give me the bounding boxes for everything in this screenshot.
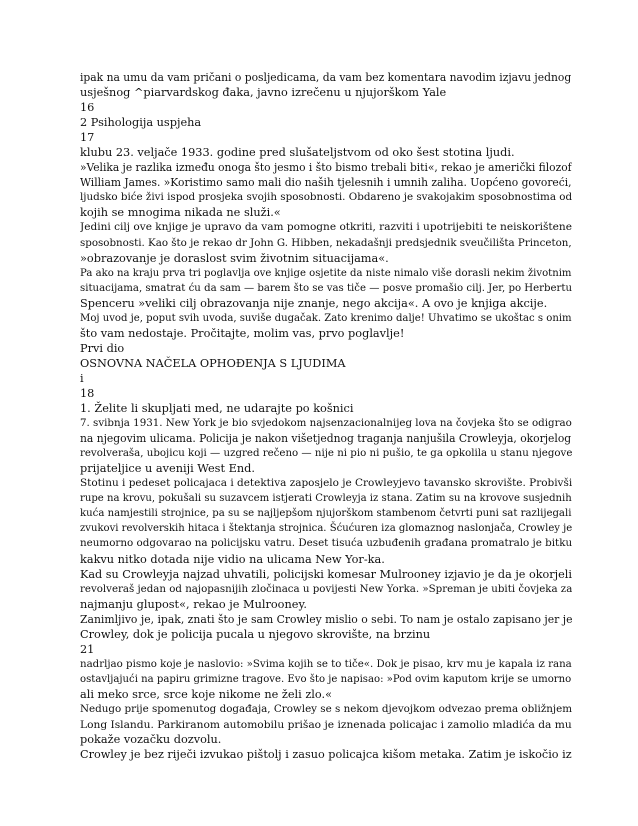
page-number: 17: [80, 131, 95, 145]
part-heading: Prvi dio: [80, 341, 125, 355]
section-title: OSNOVNA NAČELA OPHOĐENJA S LJUDIMA: [80, 356, 346, 370]
text-line: Kad su Crowleyja najzad uhvatili, policijski komesar Mulrooney izjavio je da je okorjeli: [80, 567, 572, 581]
text-line: usješnog ^piarvardskog đaka, javno izrečenu u njujorškom Yale: [80, 86, 447, 100]
text-line: što vam nedostaje. Pročitajte, molim vas, prvo poglavlje!: [80, 326, 405, 340]
text-line: nadrljao pismo koje je naslovio: »Svima kojih se to tiče«. Dok je pisao, krv mu je kapala iz rana: [80, 658, 572, 670]
text-line: Spenceru »veliki cilj obrazovanja nije znanje, nego akcija«. A ovo je knjiga akcije.: [80, 296, 548, 310]
running-header: 2 Psihologija uspjeha: [80, 116, 202, 130]
text-line: Moj uvod je, poput svih uvoda, suviše dugačak. Zato krenimo dalje! Uhvatimo se ukoštac s onim: [80, 312, 572, 324]
text-line: William James. »Koristimo samo mali dio naših tjelesnih i umnih zaliha. Uopćeno govoreći,: [80, 176, 572, 190]
text-line: revolveraša, ubojicu koji — uzgred rečeno — nije ni pio ni pušio, te ga opkolila u stanu njegove: [80, 448, 572, 460]
page-number: 16: [80, 101, 95, 115]
text-line: »obrazovanje je doraslost svim životnim situacijama«.: [80, 251, 389, 265]
document-page: [80, 70, 572, 762]
text-line: Crowley je bez riječi izvukao pištolj i zasuo policajca kišom metaka. Zatim je iskočio iz: [80, 748, 572, 762]
text-line: kakvu nitko dotada nije vidio na ulicama New Yor-ka.: [80, 552, 385, 566]
text-line: na njegovim ulicama. Policija je nakon višetjednog traganja nanjušila Crowleyja, okorjelog: [80, 432, 572, 446]
text-line: sposobnosti. Kao što je rekao dr John G. Hibben, nekadašnji predsjednik sveučilišta Princeton,: [80, 236, 572, 249]
text-line: ali meko srce, srce koje nikome ne želi zlo.«: [80, 687, 333, 701]
text-line: Pa ako na kraju prva tri poglavlja ove knjige osjetite da niste nimalo više dorasli nekim životnim: [80, 267, 572, 279]
text-line: i: [80, 371, 84, 385]
text-line: kojih se mnogima nikada ne služi.«: [80, 206, 281, 220]
text-line: ostavljajući na papiru grimizne tragove. Evo što je napisao: »Pod ovim kaputom krije se umorno: [80, 673, 572, 685]
text-line: kuća namjestili strojnice, pa su se najljepšom njujorškom stambenom četvrti puni sat razlijegali: [80, 508, 572, 520]
text-line: neumorno odgovarao na policijsku vatru. Deset tisuća uzbuđenih građana promatralo je bitku: [80, 537, 572, 550]
text-line: najmanju glupost«, rekao je Mulrooney.: [80, 597, 307, 611]
text-line: ljudsko biće živi ispod prosjeka svojih sposobnosti. Obdareno je svakojakim sposobnostima od: [80, 191, 572, 204]
text-line: Long Islandu. Parkiranom automobilu prišao je iznenada policajac i zamolio mladića da mu: [80, 718, 572, 732]
text-line: situacijama, smatrat ću da sam — barem što se vas tiče — posve promašio cilj. Jer, po Herbertu: [80, 282, 572, 294]
text-line: Crowley, dok je policija pucala u njegovo skrovište, na brzinu: [80, 627, 431, 641]
page-number: 18: [80, 386, 95, 400]
text-line: klubu 23. veljače 1933. godine pred slušateljstvom od oko šest stotina ljudi.: [80, 146, 515, 160]
text-line: Stotinu i pedeset policajaca i detektiva zaposjelo je Crowleyjevo tavansko skrovište. Probivši: [80, 477, 572, 490]
text-line: rupe na krovu, pokušali su suzavcem istjerati Crowleyja iz stana. Zatim su na krovove susjednih: [80, 493, 572, 505]
text-line: Jedini cilj ove knjige je upravo da vam pomogne otkriti, razviti i upotrijebiti te neiskorištene: [80, 221, 572, 234]
text-line: prijateljice u aveniji West End.: [80, 462, 255, 476]
text-line: ipak na umu da vam pričani o posljedicama, da vam bez komentara navodim izjavu jednog: [80, 71, 572, 84]
text-line: pokaže vozačku dozvolu.: [80, 733, 222, 747]
page-number: 21: [80, 642, 95, 656]
text-line: 7. svibnja 1931. New York je bio svjedokom najsenzacionalnijeg lova na čovjeka što se odigrao: [80, 417, 572, 430]
text-line: »Velika je razlika između onoga što jesmo i što bismo trebali biti«, rekao je američki filozof: [80, 161, 572, 175]
text-line: Nedugo prije spomenutog događaja, Crowley se s nekom djevojkom odvezao prema obližnjem: [80, 702, 572, 715]
text-line: Zanimljivo je, ipak, znati što je sam Crowley mislio o sebi. To nam je ostalo zapisano jer je: [80, 612, 572, 626]
text-line: zvukovi revolverskih hitaca i štektanja strojnica. Šćućuren iza glomaznog naslonjača, Crowley je: [80, 523, 572, 535]
text-line: revolveraš jedan od najopasnijih zločinaca u povijesti New Yorka. »Spreman je ubiti čovjeka za: [80, 582, 572, 595]
chapter-title: 1. Želite li skupljati med, ne udarajte po košnici: [80, 402, 354, 416]
